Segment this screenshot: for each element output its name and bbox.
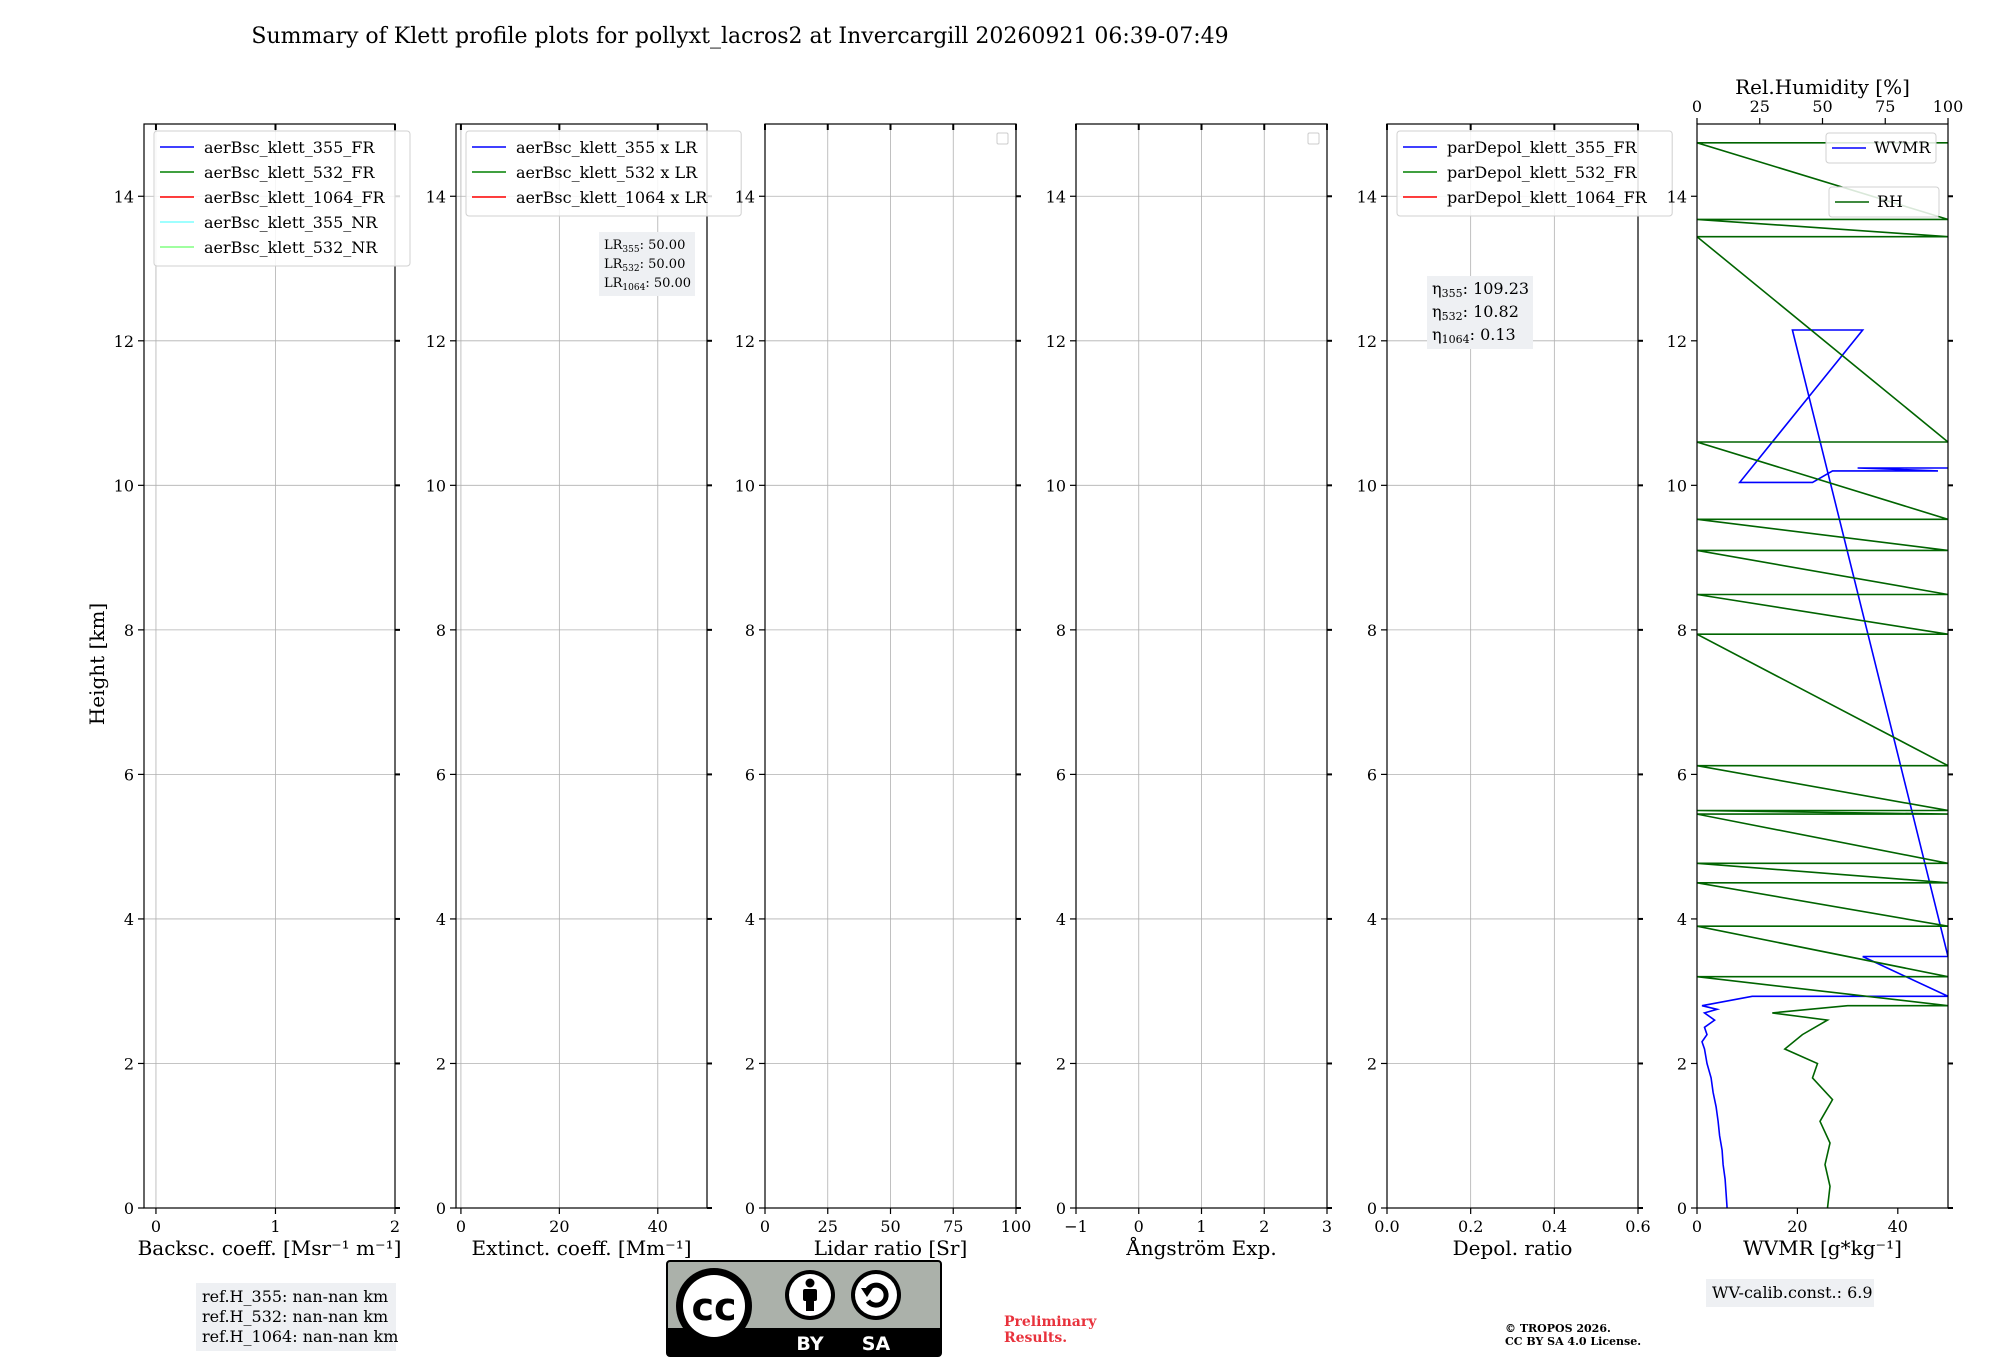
legend-label-1: parDepol_klett_532_FR xyxy=(1447,163,1637,182)
panel-4 xyxy=(1046,124,1332,1260)
y-tick-label-6: 12 xyxy=(1666,331,1687,351)
x-tick-label-0: −1 xyxy=(1064,1217,1088,1236)
x-tick-label-1: 20 xyxy=(1787,1217,1808,1236)
y-tick-label-1: 2 xyxy=(1366,1054,1377,1074)
annotation-0 xyxy=(1427,276,1533,349)
x-tick-label-1: 0.2 xyxy=(1457,1217,1484,1236)
y-tick-label-3: 6 xyxy=(1055,765,1066,785)
legend-WVMR xyxy=(1826,133,1936,163)
annotation-line-1: ref.H_532: nan-nan km xyxy=(202,1307,389,1326)
x2-tick-label-1: 25 xyxy=(1749,97,1770,116)
legend-label-2: aerBsc_klett_1064_FR xyxy=(204,188,385,207)
x-tick-label-2: 50 xyxy=(880,1217,901,1236)
y-tick-label-2: 4 xyxy=(1366,909,1377,929)
legend-label-4: aerBsc_klett_532_NR xyxy=(204,238,378,257)
annotation-line-2: η1064: 0.13 xyxy=(1432,325,1516,346)
x-tick-label-2: 1 xyxy=(1196,1217,1207,1236)
y-tick-label-1: 2 xyxy=(123,1054,134,1074)
y-tick-label-1: 2 xyxy=(435,1054,446,1074)
x-tick-label-3: 75 xyxy=(943,1217,964,1236)
y-tick-label-4: 8 xyxy=(1366,620,1377,640)
x-axis-label: Backsc. coeff. [Msr⁻¹ m⁻¹] xyxy=(137,1236,402,1260)
annotation-line-1: η532: 10.82 xyxy=(1432,302,1519,323)
y-tick-label-2: 4 xyxy=(744,909,755,929)
annotation-line-0: η355: 109.23 xyxy=(1432,279,1530,300)
copyright-note xyxy=(1505,1322,1641,1348)
x-tick-label-0: 0 xyxy=(759,1217,771,1236)
panel-6 xyxy=(1667,75,1964,1307)
y-tick-label-3: 6 xyxy=(1676,765,1687,785)
x-tick-label-0: 0 xyxy=(455,1217,467,1236)
empty-legend xyxy=(1308,133,1319,144)
annotation-line-2: $LR_{1064}$: 50.00 xyxy=(604,276,692,293)
x-tick-label-2: 40 xyxy=(1887,1217,1908,1236)
legend-label-2: parDepol_klett_1064_FR xyxy=(1447,188,1647,207)
copyright-line-2: CC BY SA 4.0 License. xyxy=(1505,1335,1642,1348)
legend-label-0: aerBsc_klett_355_FR xyxy=(204,138,375,157)
y-tick-label-0: 0 xyxy=(435,1199,446,1218)
x-axis-label: Extinct. coeff. [Mm⁻¹] xyxy=(471,1236,692,1260)
y-tick-label-7: 14 xyxy=(425,187,446,207)
annotation-line-0: ref.H_355: nan-nan km xyxy=(202,1287,389,1306)
y-tick-label-3: 6 xyxy=(435,765,446,785)
y-tick-label-0: 0 xyxy=(1055,1199,1066,1218)
y-tick-label-7: 14 xyxy=(1356,187,1377,207)
y-tick-label-5: 10 xyxy=(734,476,755,496)
x2-tick-label-2: 50 xyxy=(1812,97,1833,116)
legend xyxy=(154,131,410,266)
y-tick-label-2: 4 xyxy=(123,909,134,929)
y-tick-label-0: 0 xyxy=(744,1199,755,1218)
y-tick-label-2: 4 xyxy=(1676,909,1687,929)
x2-tick-label-0: 0 xyxy=(1691,97,1703,116)
legend-label-0: aerBsc_klett_355 x LR xyxy=(516,138,698,157)
y-tick-label-5: 10 xyxy=(113,476,134,496)
panel-2 xyxy=(426,124,742,1260)
x-tick-label-0: 0.0 xyxy=(1374,1217,1400,1236)
legend-label: RH xyxy=(1877,192,1903,211)
x2-axis-label: Rel.Humidity [%] xyxy=(1735,75,1910,99)
y-tick-label-1: 2 xyxy=(1055,1054,1066,1074)
y-tick-label-6: 12 xyxy=(734,331,755,351)
annotation-0 xyxy=(1706,1279,1874,1307)
preliminary-line-1: Preliminary xyxy=(1004,1314,1097,1330)
y-tick-label-7: 14 xyxy=(1666,187,1687,207)
y-tick-label-5: 10 xyxy=(1666,476,1687,496)
cc-by-sa-badge xyxy=(667,1261,941,1356)
annotation-line-0: $LR_{355}$: 50.00 xyxy=(604,238,686,255)
y-axis-label: Height [km] xyxy=(85,602,109,726)
x-tick-label-0: 0 xyxy=(150,1217,162,1236)
x2-tick-label-4: 100 xyxy=(1932,97,1964,116)
legend-label-1: aerBsc_klett_532_FR xyxy=(204,163,375,182)
y-tick-label-0: 0 xyxy=(1366,1199,1377,1218)
y-tick-label-5: 10 xyxy=(1356,476,1377,496)
figure-title: Summary of Klett profile plots for pollyxt_lacros2 at Invercargill 20260921 06:39-07:49 xyxy=(251,24,1229,49)
y-tick-label-7: 14 xyxy=(1045,187,1066,207)
y-tick-label-4: 8 xyxy=(1676,620,1687,640)
annotation-0 xyxy=(599,232,695,296)
annotation-0 xyxy=(196,1283,398,1351)
y-tick-label-6: 12 xyxy=(113,331,134,351)
legend-label-3: aerBsc_klett_355_NR xyxy=(204,213,378,232)
annotation-line-1: $LR_{532}$: 50.00 xyxy=(604,257,686,274)
y-tick-label-1: 2 xyxy=(1676,1054,1687,1074)
legend-label: WVMR xyxy=(1874,138,1931,157)
annotation-line-0: WV-calib.const.: 6.9 xyxy=(1712,1283,1873,1302)
x-tick-label-1: 0 xyxy=(1133,1217,1144,1236)
legend-label-2: aerBsc_klett_1064 x LR xyxy=(516,188,708,207)
x-tick-label-1: 25 xyxy=(817,1217,838,1236)
panel-1 xyxy=(114,124,410,1351)
y-tick-label-0: 0 xyxy=(123,1199,134,1218)
y-tick-label-6: 12 xyxy=(425,331,446,351)
series-WVMR xyxy=(1702,330,1948,1208)
by-label: BY xyxy=(796,1333,824,1355)
x-tick-label-2: 0.4 xyxy=(1541,1217,1568,1236)
plot-frame xyxy=(1697,124,1948,1208)
empty-legend xyxy=(997,133,1008,144)
y-tick-label-6: 12 xyxy=(1356,331,1377,351)
plot-frame xyxy=(144,124,395,1208)
x-tick-label-4: 3 xyxy=(1321,1217,1333,1236)
y-tick-label-4: 8 xyxy=(435,620,446,640)
x-axis-label: Lidar ratio [Sr] xyxy=(813,1236,968,1260)
sa-label: SA xyxy=(861,1333,891,1355)
y-tick-label-7: 14 xyxy=(734,187,755,207)
series-RH xyxy=(1697,143,1948,1208)
y-tick-label-4: 8 xyxy=(1055,620,1066,640)
y-tick-label-4: 8 xyxy=(744,620,755,640)
x-tick-label-0: 0 xyxy=(1691,1217,1703,1236)
legend xyxy=(466,131,741,216)
annotation-line-2: ref.H_1064: nan-nan km xyxy=(202,1327,399,1346)
cc-icon-label: cc xyxy=(691,1285,737,1329)
y-tick-label-7: 14 xyxy=(113,187,134,207)
panel-3 xyxy=(735,124,1032,1260)
y-tick-label-5: 10 xyxy=(425,476,446,496)
legend-label-0: parDepol_klett_355_FR xyxy=(1447,138,1637,157)
y-tick-label-4: 8 xyxy=(123,620,134,640)
y-tick-label-3: 6 xyxy=(744,765,755,785)
legend xyxy=(1397,131,1672,216)
preliminary-line-2: Results. xyxy=(1004,1330,1068,1346)
x-tick-label-2: 2 xyxy=(389,1217,401,1236)
x-axis-label: WVMR [g*kg⁻¹] xyxy=(1743,1236,1902,1260)
x-axis-label: Depol. ratio xyxy=(1452,1236,1573,1260)
x-axis-label: Ångström Exp. xyxy=(1126,1236,1277,1260)
y-tick-label-3: 6 xyxy=(1366,765,1377,785)
y-tick-label-3: 6 xyxy=(123,765,134,785)
x-tick-label-1: 20 xyxy=(549,1217,570,1236)
x-tick-label-3: 0.6 xyxy=(1625,1217,1651,1236)
legend-label-1: aerBsc_klett_532 x LR xyxy=(516,163,698,182)
y-tick-label-2: 4 xyxy=(1055,909,1066,929)
x-tick-label-2: 40 xyxy=(647,1217,668,1236)
y-tick-label-6: 12 xyxy=(1045,331,1066,351)
y-tick-label-1: 2 xyxy=(744,1054,755,1074)
x-tick-label-1: 1 xyxy=(270,1217,281,1236)
x-tick-label-3: 2 xyxy=(1259,1217,1270,1236)
y-tick-label-2: 4 xyxy=(435,909,446,929)
preliminary-note xyxy=(1004,1314,1096,1346)
x-tick-label-4: 100 xyxy=(1000,1217,1032,1236)
panel-5 xyxy=(1357,124,1673,1260)
copyright-line-1: © TROPOS 2026. xyxy=(1505,1322,1611,1335)
legend-RH xyxy=(1829,187,1939,217)
y-tick-label-0: 0 xyxy=(1676,1199,1687,1218)
x2-tick-label-3: 75 xyxy=(1875,97,1896,116)
y-tick-label-5: 10 xyxy=(1045,476,1066,496)
